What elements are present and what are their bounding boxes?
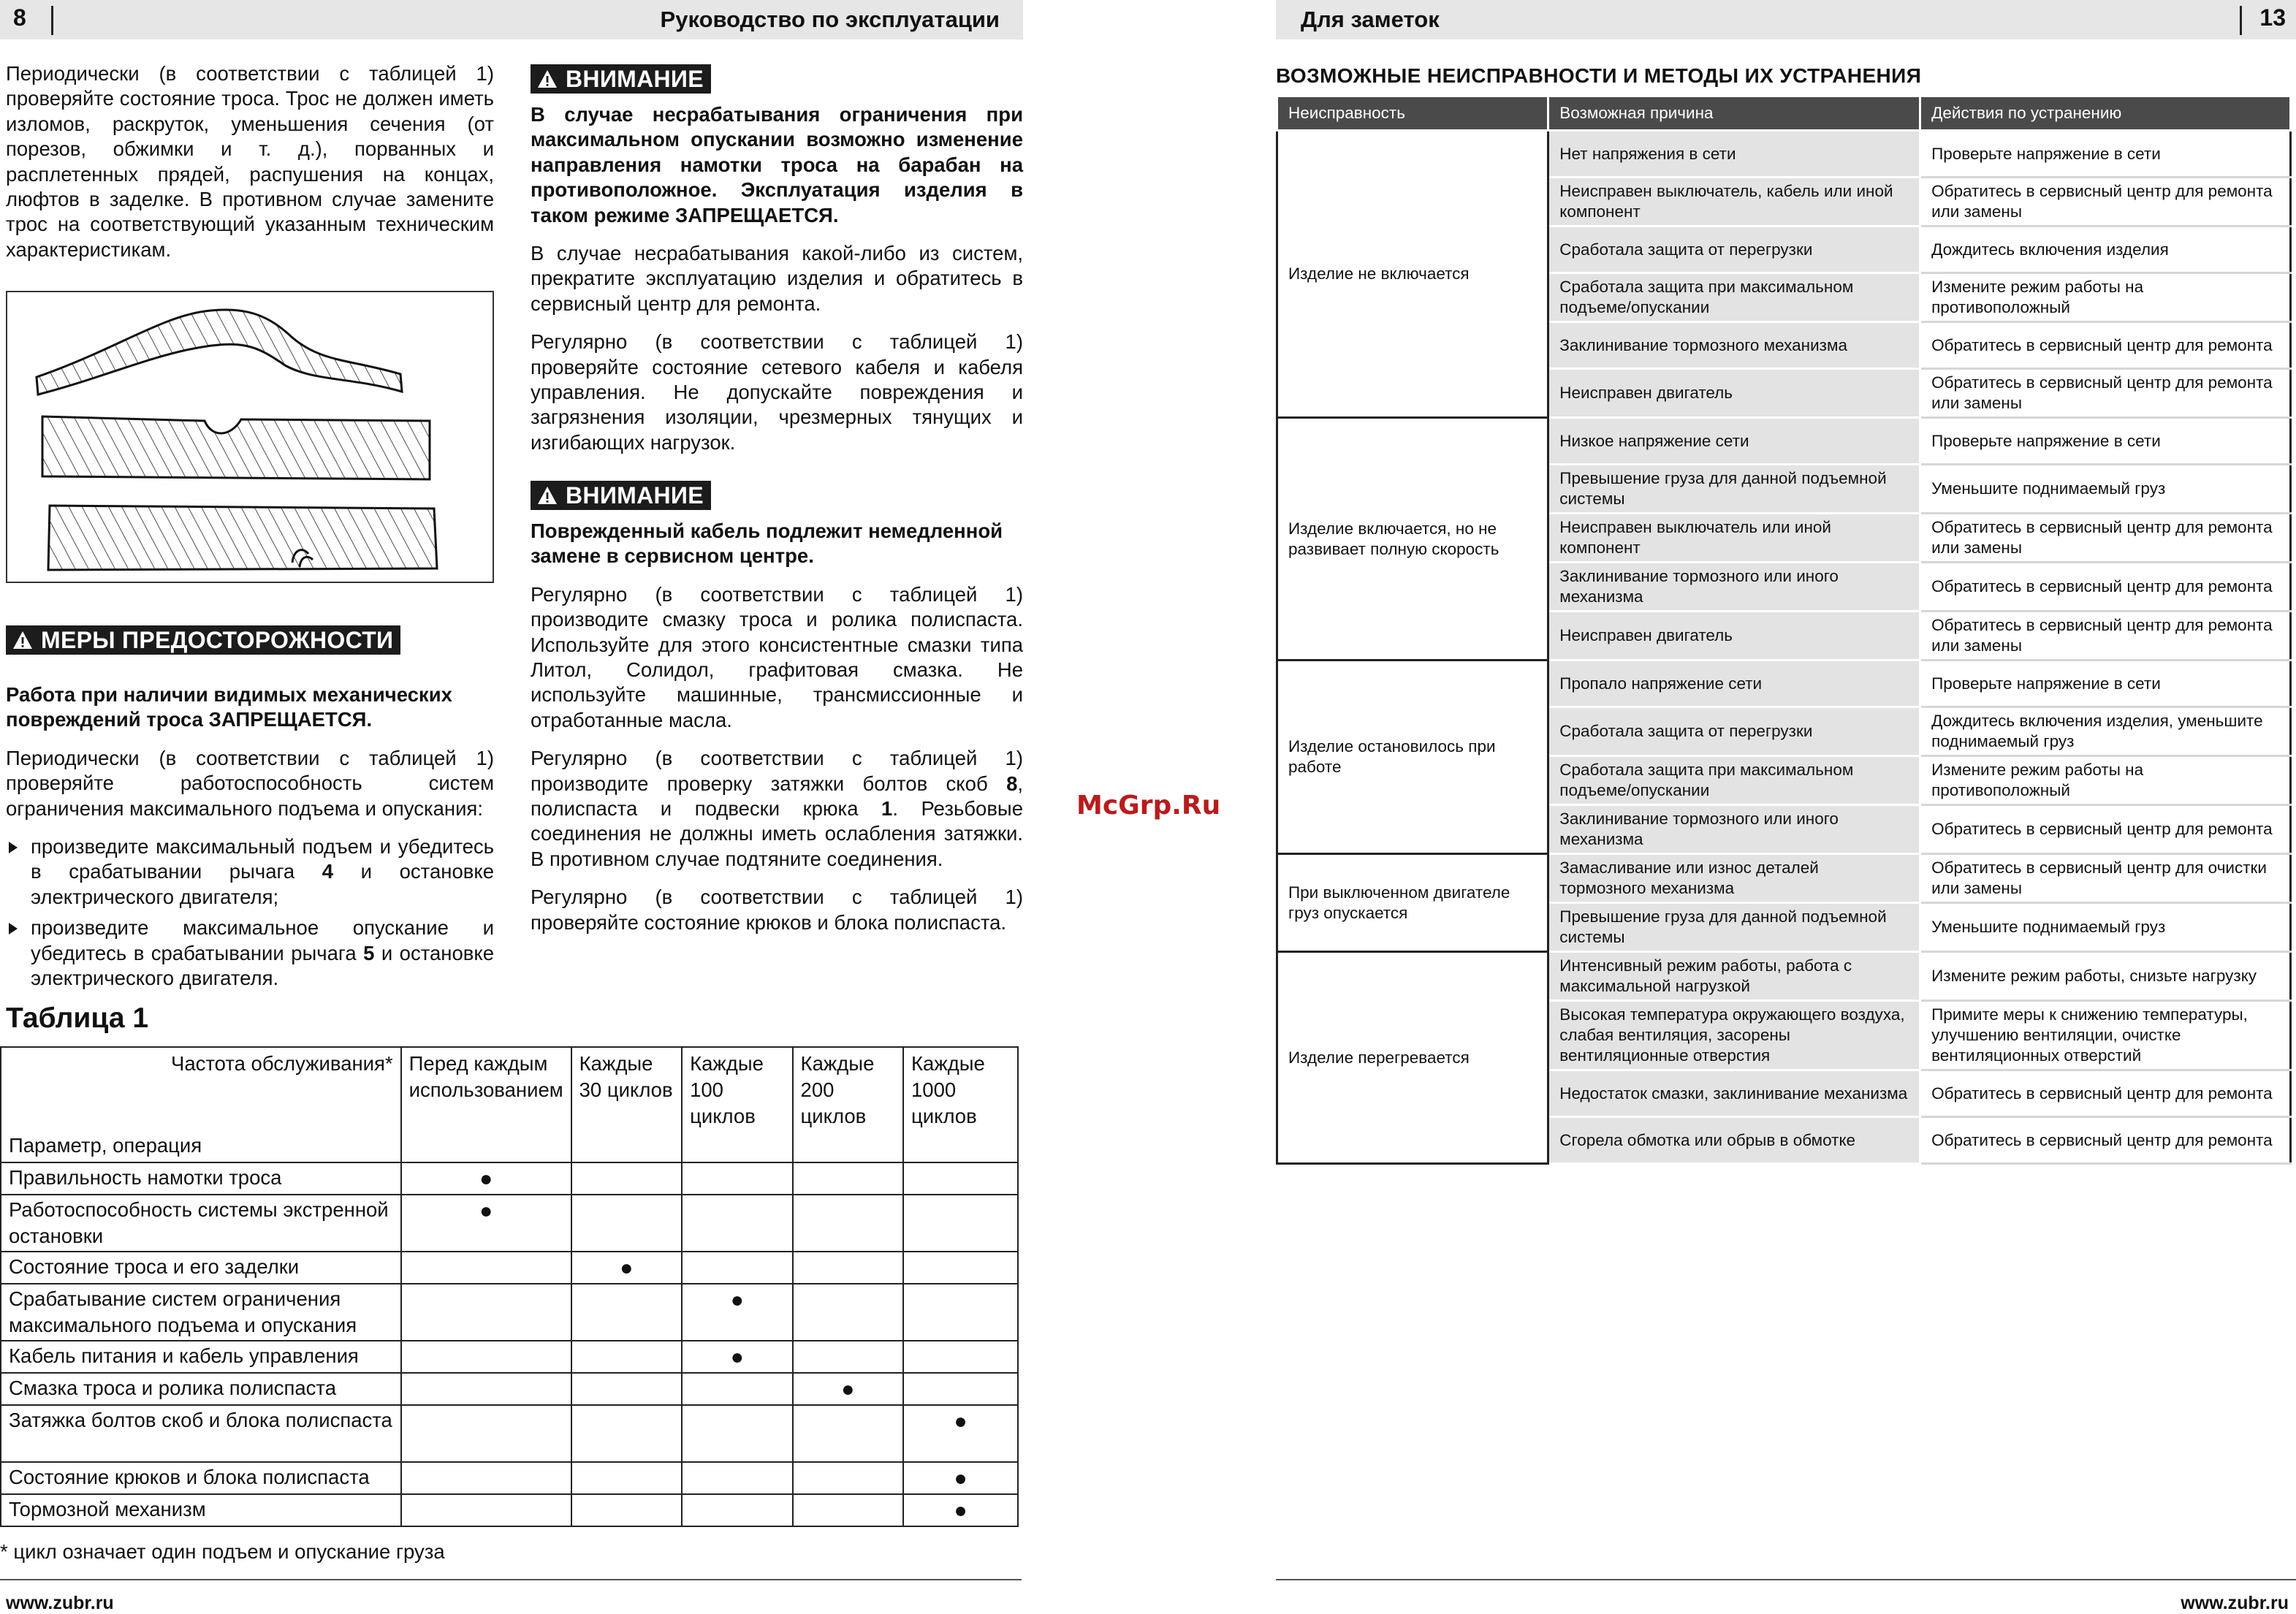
troubleshooting-row [1277, 952, 2291, 1001]
rope-damage-prohibition: Работа при наличии видимых механических повреждений троса ЗАПРЕЩАЕТСЯ. [6, 683, 452, 731]
header-divider-left [51, 6, 53, 35]
warning-triangle-icon [12, 630, 34, 650]
warning-label-box-1 [531, 64, 711, 94]
table1-cell [401, 1162, 571, 1195]
table1-cell [682, 1405, 792, 1462]
bullet-max-lift-text-a: произведите максимальный подъем и убедитесь в срабатывании рычага [31, 835, 494, 883]
precautions-label: МЕРЫ ПРЕДОСТОРОЖНОСТИ [41, 626, 394, 653]
cause-cell: Нет напряжения в сети [1548, 131, 1920, 178]
action-cell: Обратитесь в сервисный центр для ремонта [1920, 1117, 2291, 1164]
page-number-right: 13 [2259, 4, 2286, 31]
cause-cell: Неисправен выключатель, кабель или иной компонент [1548, 178, 1920, 227]
cause-cell: Пропало напряжение сети [1548, 661, 1920, 707]
precautions-label-box [6, 625, 400, 655]
bolts-check-paragraph [531, 746, 1023, 872]
table1-col-header: Каждые 1000 циклов [903, 1047, 1018, 1162]
cause-cell: Неисправен двигатель [1548, 612, 1920, 661]
action-cell: Дождитесь включения изделия, уменьшите поднимаемый груз [1920, 707, 2291, 756]
cause-cell: Заклинивание тормозного или иного механизма [1548, 563, 1920, 612]
table1-cell [682, 1162, 792, 1195]
precautions-text [6, 682, 494, 991]
troubleshooting-row [1277, 854, 2291, 903]
table1-row [1, 1494, 1018, 1526]
maintenance-dot: ● [954, 1466, 968, 1491]
footer-rule-right [1276, 1579, 2296, 1580]
rope-damage-illustration [6, 291, 494, 583]
table1-cell [682, 1373, 792, 1405]
table1-cell [571, 1462, 682, 1494]
table1-cell [793, 1405, 903, 1462]
warning-text-1: В случае несрабатывания ограничения при максимальном опускании возможно изменение направления намотки троса на барабан на противоположное. Эксплуатация изделия в таком режиме ЗАПРЕЩАЕТСЯ. [531, 103, 1023, 227]
table1-cell [401, 1373, 571, 1405]
middle-column-text-2 [531, 519, 1023, 935]
table1-cell [903, 1373, 1018, 1405]
table1-col-header: Перед каждым использованием [401, 1047, 571, 1162]
header-left [0, 0, 1023, 39]
cause-cell: Превышение груза для данной подъемной системы [1548, 465, 1920, 514]
table1-cell [793, 1462, 903, 1494]
fault-cell: Изделие перегревается [1277, 952, 1548, 1164]
footer-rule-left [0, 1579, 1022, 1580]
lubrication-paragraph: Регулярно (в соответствии с таблицей 1) производите смазку троса и ролика полиспаста. Используйте для этого консистентные смазки типа Литол, Солидол, графитовая смазка. Не используйте машинные, трансмиссионные и отработанные масла. [531, 582, 1023, 731]
table1-row [1, 1284, 1018, 1341]
table1-cell [903, 1405, 1018, 1462]
bullet-max-lift [6, 834, 494, 910]
bolts-text-b: , полиспаста и подвески крюка [531, 772, 1023, 821]
bracket-number-8: 8 [1006, 772, 1018, 795]
table1-cell [793, 1162, 903, 1195]
table1-row-label: Смазка троса и ролика полиспаста [1, 1373, 401, 1405]
troubleshooting-row [1277, 131, 2291, 178]
table1-cell [903, 1494, 1018, 1526]
cause-cell: Сработала защита от перегрузки [1548, 707, 1920, 756]
table1-cell [401, 1494, 571, 1526]
action-cell: Обратитесь в сервисный центр для очистки или замены [1920, 854, 2291, 903]
table1-row-label: Правильность намотки троса [1, 1162, 401, 1195]
table1-row-label: Срабатывание систем ограничения максимального подъема и опускания [1, 1284, 401, 1341]
table1-cell [903, 1341, 1018, 1373]
table1-header-row [1, 1047, 1018, 1162]
hook-number-1: 1 [881, 797, 893, 821]
table1-cell [401, 1405, 571, 1462]
maintenance-dot: ● [479, 1199, 493, 1223]
table1-cell [401, 1341, 571, 1373]
maintenance-dot: ● [841, 1377, 855, 1401]
maintenance-dot: ● [730, 1288, 744, 1312]
warning-triangle-icon [536, 485, 558, 506]
table1-cell [682, 1284, 792, 1341]
rope-inspection-text [6, 61, 494, 262]
cause-cell: Сработала защита при максимальном подъеме/опускании [1548, 273, 1920, 322]
header-title-left: Руководство по эксплуатации [660, 7, 1000, 32]
table1-cell [793, 1195, 903, 1252]
cause-cell: Заклинивание тормозного механизма [1548, 322, 1920, 369]
cause-cell: Сработала защита от перегрузки [1548, 227, 1920, 273]
bolts-text-c: . Резьбовые соединения не должны иметь ослабления затяжки. В противном случае подтяните соединения. [531, 797, 1023, 870]
maintenance-table [0, 1046, 1019, 1527]
troubleshooting-row [1277, 418, 2291, 465]
middle-column-text-1 [531, 102, 1023, 455]
table1-cell [903, 1462, 1018, 1494]
table1-cell [793, 1341, 903, 1373]
warning-label-1: ВНИМАНИЕ [566, 65, 704, 92]
action-cell: Уменьшите поднимаемый груз [1920, 465, 2291, 514]
table1-frequency-label: Частота обслуживания* [170, 1052, 393, 1075]
table1-row [1, 1405, 1018, 1462]
table1-col-header: Каждые 100 циклов [682, 1047, 792, 1162]
site-url-right[interactable]: www.zubr.ru [2181, 1593, 2289, 1613]
fault-cell: Изделие включается, но не развивает полную скорость [1277, 418, 1548, 661]
table1-row-label: Состояние крюков и блока полиспаста [1, 1462, 401, 1494]
table1-col-header: Каждые 200 циклов [793, 1047, 903, 1162]
table1-cell [793, 1373, 903, 1405]
table1-cell [401, 1284, 571, 1341]
bolts-text-a: Регулярно (в соответствии с таблицей 1) производите проверку затяжки болтов скоб [531, 747, 1023, 795]
cause-cell: Высокая температура окружающего воздуха, слабая вентиляция, засорены вентиляционные отверстия [1548, 1001, 1920, 1070]
header-action: Действия по устранению [1920, 96, 2291, 131]
cause-cell: Превышение груза для данной подъемной системы [1548, 903, 1920, 952]
bullet-max-lower-text-a: произведите максимальное опускание и убедитесь в срабатывании рычага [31, 916, 494, 964]
cause-cell: Сгорела обмотка или обрыв в обмотке [1548, 1117, 1920, 1164]
table1-row-label: Тормозной механизм [1, 1494, 401, 1526]
maintenance-dot: ● [730, 1345, 744, 1369]
table1-cell [903, 1162, 1018, 1195]
action-cell: Проверьте напряжение в сети [1920, 418, 2291, 465]
cause-cell: Заклинивание тормозного или иного механизма [1548, 805, 1920, 854]
lever-number-4: 4 [322, 860, 334, 883]
maintenance-dot: ● [954, 1499, 968, 1523]
table1-cell [682, 1341, 792, 1373]
action-cell: Уменьшите поднимаемый груз [1920, 903, 2291, 952]
table1-cell [903, 1195, 1018, 1252]
action-cell: Измените режим работы, снизьте нагрузку [1920, 952, 2291, 1001]
cause-cell: Замасливание или износ деталей тормозного механизма [1548, 854, 1920, 903]
rope-damage-drawing [7, 292, 493, 582]
bullet-max-lower-text-b: и остановке электрического двигателя. [31, 941, 495, 990]
warning-banner-2 [531, 481, 711, 510]
action-cell: Проверьте напряжение в сети [1920, 131, 2291, 178]
table1-cell [571, 1252, 682, 1284]
table1-cell [571, 1373, 682, 1405]
header-divider-right [2240, 6, 2242, 35]
fault-cell: При выключенном двигателе груз опускается [1277, 854, 1548, 952]
table1-cell [571, 1195, 682, 1252]
stop-operation-paragraph: В случае несрабатывания какой-либо из систем, прекратите эксплуатацию изделия и обратитесь в сервисный центр для ремонта. [531, 242, 1023, 315]
table1-cell [903, 1252, 1018, 1284]
table1-cell [571, 1494, 682, 1526]
action-cell: Обратитесь в сервисный центр для ремонта или замены [1920, 178, 2291, 227]
page-number-left: 8 [13, 4, 26, 31]
lever-number-5: 5 [363, 941, 375, 964]
table1-col-header: Каждые 30 циклов [571, 1047, 682, 1162]
table1-cell [903, 1284, 1018, 1341]
table1-cell [571, 1284, 682, 1341]
troubleshooting-header-row [1277, 96, 2291, 131]
table1-row-label: Работоспособность системы экстренной остановки [1, 1195, 401, 1252]
table1-cell [571, 1162, 682, 1195]
table1-row-label: Состояние троса и его заделки [1, 1252, 401, 1284]
table1-cell [401, 1252, 571, 1284]
table1-cell [682, 1195, 792, 1252]
table1-cell [571, 1341, 682, 1373]
table1-cell [401, 1462, 571, 1494]
table1-footnote: * цикл означает один подъем и опускание груза [0, 1540, 445, 1563]
rope-inspection-paragraph: Периодически (в соответствии с таблицей 1) проверяйте состояние троса. Трос не должен иметь изломов, раскруток, уменьшения сечения (от порезов, обжимки и т. д.), порванных и расплетенных прядей, распушения на концах, люфтов в заделке. В противном случае замените трос на соответствующий указанным техническим характеристикам. [6, 62, 494, 261]
action-cell: Дождитесь включения изделия [1920, 227, 2291, 273]
cause-cell: Интенсивный режим работы, работа с максимальной нагрузкой [1548, 952, 1920, 1001]
header-fault: Неисправность [1277, 96, 1548, 131]
table1-corner [9, 1051, 393, 1159]
warning-banner-1 [531, 64, 711, 94]
troubleshooting-row [1277, 661, 2291, 707]
table1-row [1, 1462, 1018, 1494]
limit-system-check-paragraph: Периодически (в соответствии с таблицей 1) проверяйте работоспособность систем ограничения максимального подъема и опускания: [6, 746, 494, 820]
action-cell: Обратитесь в сервисный центр для ремонта или замены [1920, 612, 2291, 661]
table1-row [1, 1252, 1018, 1284]
action-cell: Обратитесь в сервисный центр для ремонта [1920, 1070, 2291, 1117]
table1-cell [793, 1284, 903, 1341]
maintenance-dot: ● [954, 1409, 968, 1434]
cause-cell: Низкое напряжение сети [1548, 418, 1920, 465]
warning-triangle-icon [536, 69, 558, 89]
table1-cell [571, 1405, 682, 1462]
header-title-right: Для заметок [1301, 7, 1440, 32]
bullet-max-lift-text-b: и остановке электрического двигателя; [31, 860, 494, 908]
table1-row-label: Затяжка болтов скоб и блока полиспаста [1, 1405, 401, 1462]
warning-label-box-2 [531, 481, 711, 510]
header-right [1276, 0, 2296, 39]
action-cell: Обратитесь в сервисный центр для ремонта [1920, 805, 2291, 854]
action-cell: Обратитесь в сервисный центр для ремонта [1920, 563, 2291, 612]
warning-label-2: ВНИМАНИЕ [566, 481, 704, 509]
table1-row-label: Кабель питания и кабель управления [1, 1341, 401, 1373]
header-cause: Возможная причина [1548, 96, 1920, 131]
action-cell: Примите меры к снижению температуры, улучшению вентиляции, очистке вентиляционных отверстий [1920, 1001, 2291, 1070]
table1-row [1, 1373, 1018, 1405]
cause-cell: Неисправен выключатель или иной компонент [1548, 514, 1920, 563]
table1-cell [682, 1252, 792, 1284]
cause-cell: Неисправен двигатель [1548, 369, 1920, 418]
fault-cell: Изделие не включается [1277, 131, 1548, 418]
table1-cell [793, 1252, 903, 1284]
table1-title: Таблица 1 [6, 1002, 149, 1034]
troubleshooting-table [1276, 95, 2292, 1165]
warning-text-2: Поврежденный кабель подлежит немедленной замене в сервисном центре. [531, 519, 1003, 568]
troubleshooting-title: ВОЗМОЖНЫЕ НЕИСПРАВНОСТИ И МЕТОДЫ ИХ УСТРАНЕНИЯ [1276, 64, 1922, 87]
table1-cell [401, 1195, 571, 1252]
cause-cell: Недостаток смазки, заклинивание механизма [1548, 1070, 1920, 1117]
table1-cell [682, 1462, 792, 1494]
table1-row [1, 1341, 1018, 1373]
hooks-check-paragraph: Регулярно (в соответствии с таблицей 1) проверяйте состояние крюков и блока полиспаста. [531, 886, 1023, 934]
maintenance-dot: ● [479, 1167, 493, 1191]
table1-cell [682, 1494, 792, 1526]
site-url-left[interactable]: www.zubr.ru [6, 1593, 114, 1613]
table1-row [1, 1162, 1018, 1195]
table1-cell [793, 1494, 903, 1526]
maintenance-dot: ● [620, 1256, 634, 1280]
action-cell: Проверьте напряжение в сети [1920, 661, 2291, 707]
cable-check-paragraph: Регулярно (в соответствии с таблицей 1) проверяйте состояние сетевого кабеля и кабеля управления. Не допускайте повреждения и загрязнения изоляции, чрезмерных тянущих и изгибающих нагрузок. [531, 330, 1023, 454]
precautions-banner [6, 625, 400, 655]
watermark: McGrp.Ru [1076, 791, 1221, 821]
table1-parameter-label: Параметр, операция [9, 1134, 202, 1157]
fault-cell: Изделие остановилось при работе [1277, 661, 1548, 854]
action-cell: Измените режим работы на противоположный [1920, 273, 2291, 322]
action-cell: Измените режим работы на противоположный [1920, 756, 2291, 805]
action-cell: Обратитесь в сервисный центр для ремонта или замены [1920, 514, 2291, 563]
cause-cell: Сработала защита при максимальном подъеме/опускании [1548, 756, 1920, 805]
table1-row [1, 1195, 1018, 1252]
bullet-max-lower [6, 916, 494, 991]
action-cell: Обратитесь в сервисный центр для ремонта [1920, 322, 2291, 369]
table1-corner-cell [1, 1047, 401, 1162]
action-cell: Обратитесь в сервисный центр для ремонта или замены [1920, 369, 2291, 418]
